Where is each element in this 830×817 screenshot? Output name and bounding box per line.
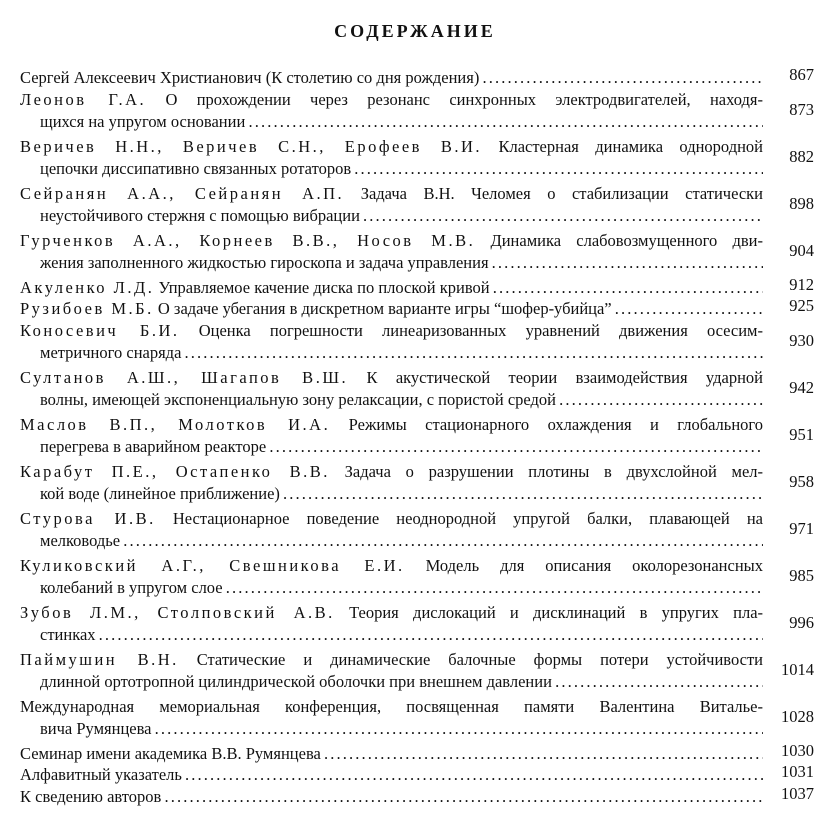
toc-entry-continuation: волны, имеющей экспоненциальную зону релаксации, с пористой средой . . .	[40, 390, 763, 411]
toc-entry-page-number: 958	[789, 471, 814, 491]
toc-entry-title: Алфавитный указатель	[20, 765, 182, 784]
toc-entry-first-line	[20, 556, 763, 577]
toc-entry-first-line	[20, 462, 763, 483]
toc-entry-page-number: 930	[789, 330, 814, 350]
toc-entry[interactable]	[20, 321, 814, 365]
toc-entry[interactable]	[20, 274, 814, 299]
toc-entry-first-line	[20, 765, 763, 786]
toc-entry[interactable]	[20, 462, 814, 506]
toc-entry-first-line	[20, 321, 763, 342]
toc-entry-first-line	[20, 68, 763, 89]
toc-entry-continuation: метричного снаряда . . .	[40, 343, 763, 364]
toc-entry-title: Режимы стационарного охлаждения и глобального	[348, 414, 763, 434]
toc-entry-continuation: перегрева в аварийном реакторе . . .	[40, 437, 763, 458]
toc-entry-title: Теория дислокаций и дисклинаций в упругих пла-	[349, 602, 763, 622]
toc-entry-continuation: мелководье . . .	[40, 531, 763, 552]
toc-entry-authors: Леонов Г.А.	[20, 89, 147, 109]
toc-entry-continuation: жения заполненного жидкостью гироскопа и задача управления . . .	[40, 253, 763, 274]
toc-entry-page-number: 882	[789, 146, 814, 166]
toc-entry-first-line	[20, 368, 763, 389]
toc-entry-page-number: 898	[789, 193, 814, 213]
toc-entry-page-number: 996	[789, 612, 814, 632]
toc-entry-title: О прохождении через резонанс синхронных электродвигателей, находя-	[165, 89, 763, 109]
toc-entry-continuation: цепочки диссипативно связанных ротаторов . . .	[40, 159, 763, 180]
toc-entry[interactable]	[20, 296, 814, 320]
toc-entry-authors: Коносевич Б.И.	[20, 320, 180, 340]
toc-entry-page-number: 925	[789, 296, 814, 315]
toc-entry[interactable]	[20, 368, 814, 412]
toc-entry-authors: Карабут П.Е., Остапенко В.В.	[20, 461, 330, 481]
toc-entry-authors: Сейранян А.А., Сейранян А.П.	[20, 183, 345, 203]
toc-entry-authors: Маслов В.П., Молотков И.А.	[20, 414, 331, 434]
toc-entry-authors: Гурченков А.А., Корнеев В.В., Носов М.В.	[20, 230, 476, 250]
toc-entry-page-number: 985	[789, 565, 814, 585]
toc-entry-first-line	[20, 299, 763, 320]
toc-entry-title: Кластерная динамика однородной	[498, 136, 763, 156]
toc-entry-first-line	[20, 415, 763, 436]
toc-entry-authors: Султанов А.Ш., Шагапов В.Ш.	[20, 367, 349, 387]
toc-entry-authors: Рузибоев М.Б.	[20, 299, 154, 318]
toc-entry-title: К акустической теории взаимодействия ударной	[366, 367, 763, 387]
toc-entry-page-number: 1014	[781, 659, 814, 679]
toc-entry-title: Семинар имени академика В.В. Румянцева	[20, 743, 321, 763]
toc-entry-page-number: 1031	[781, 762, 814, 781]
toc-entry-title: Задача о разрушении плотины в двухслойной мел-	[344, 461, 763, 481]
toc-entry[interactable]	[20, 184, 814, 228]
toc-entry-title: Задача В.Н. Челомея о стабилизации статически	[360, 183, 763, 203]
toc-entry-page-number: 867	[789, 65, 814, 84]
toc-entry[interactable]	[20, 90, 814, 134]
toc-entry[interactable]	[20, 603, 814, 647]
toc-entry-title: К сведению авторов	[20, 786, 162, 806]
toc-entry-authors: Акуленко Л.Д.	[20, 277, 155, 297]
toc-entry-title: Нестационарное поведение неоднородной упругой балки, плавающей на	[172, 508, 763, 528]
toc-entry[interactable]	[20, 697, 814, 741]
toc-entry-title: Оценка погрешности линеаризованных уравнений движения осесим-	[198, 320, 763, 340]
toc-entry[interactable]	[20, 231, 814, 275]
toc-entry[interactable]	[20, 137, 814, 181]
toc-entry-title: Сергей Алексеевич Христианович (К столетию со дня рождения)	[20, 68, 480, 87]
toc-entry-first-line	[20, 697, 763, 718]
toc-entry-first-line	[20, 650, 763, 671]
toc-entry-continuation: вича Румянцева . . .	[40, 719, 763, 740]
toc-entry-continuation: щихся на упругом основании . . .	[40, 112, 763, 133]
toc-entry-first-line	[20, 278, 763, 299]
toc-entry[interactable]	[20, 509, 814, 553]
toc-entry-page-number: 873	[789, 99, 814, 119]
toc-entry-authors: Стурова И.В.	[20, 508, 156, 528]
toc-entry-authors: Куликовский А.Г., Свешникова Е.И.	[20, 555, 405, 575]
toc-entry-continuation: стинках . . .	[40, 625, 763, 646]
toc-entry-first-line	[20, 90, 763, 111]
toc-entry-title: Управляемое качение диска по плоской кривой	[158, 277, 490, 297]
toc-entry-authors: Паймушин В.Н.	[20, 649, 179, 669]
toc-entry-page-number: 951	[789, 424, 814, 444]
toc-entry-title: Модель для описания околорезонансных	[425, 555, 763, 575]
toc-entry-first-line	[20, 744, 763, 765]
toc-entry-page-number: 904	[789, 240, 814, 260]
toc-entry-first-line	[20, 231, 763, 252]
toc-entry-authors: Веричев Н.Н., Веричев С.Н., Ерофеев В.И.	[20, 136, 483, 156]
toc-entry-authors: Зубов Л.М., Столповский А.В.	[20, 602, 335, 622]
toc-entry-page-number: 942	[789, 377, 814, 397]
toc-entry[interactable]	[20, 650, 814, 694]
toc-entry[interactable]	[20, 415, 814, 459]
toc-entry[interactable]	[20, 783, 814, 808]
toc-entry-page-number: 912	[789, 274, 814, 294]
toc-entry[interactable]	[20, 762, 814, 786]
toc-entry-title: О задаче убегания в дискретном варианте игры “шофер-убийца”	[157, 299, 612, 318]
toc-entry-first-line	[20, 137, 763, 158]
toc-entry-title: Динамика слабовозмущенного дви-	[490, 230, 763, 250]
toc-entry-first-line	[20, 509, 763, 530]
toc-entry[interactable]	[20, 65, 814, 89]
toc-entry-first-line	[20, 603, 763, 624]
toc-entry[interactable]	[20, 740, 814, 765]
toc-entry-first-line	[20, 184, 763, 205]
page-title: СОДЕРЖАНИЕ	[334, 21, 496, 41]
table-of-contents	[20, 65, 814, 808]
toc-entry-page-number: 1030	[781, 740, 814, 760]
toc-entry-continuation: длинной ортотропной цилиндрической оболочки при внешнем давлении . . .	[40, 672, 763, 693]
toc-entry-page-number: 1037	[781, 783, 814, 803]
toc-entry-title: Статические и динамические балочные формы потери устойчивости	[196, 649, 763, 669]
toc-entry-title: Международная мемориальная конференция, посвященная памяти Валентина Виталье-	[20, 696, 763, 716]
toc-entry-first-line	[20, 787, 763, 808]
toc-entry-page-number: 1028	[781, 706, 814, 726]
toc-entry[interactable]	[20, 556, 814, 600]
toc-entry-page-number: 971	[789, 518, 814, 538]
toc-entry-continuation: колебаний в упругом слое . . .	[40, 578, 763, 599]
toc-entry-continuation: кой воде (линейное приближение) . . .	[40, 484, 763, 505]
toc-entry-continuation: неустойчивого стержня с помощью вибрации . . .	[40, 206, 763, 227]
